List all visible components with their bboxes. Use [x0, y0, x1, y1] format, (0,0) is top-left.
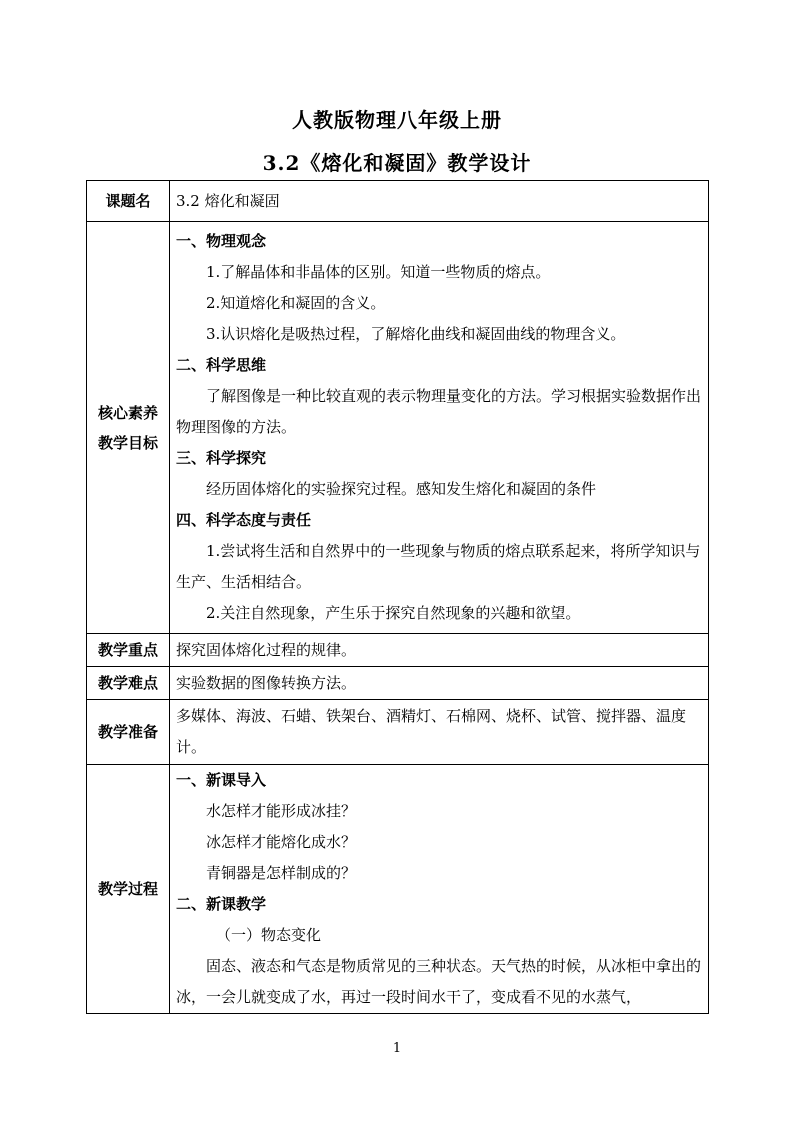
key-points-value: 探究固体熔化过程的规律。	[170, 634, 709, 667]
goals-label-line1: 核心素养	[97, 403, 158, 422]
topic-value: 3.2 熔化和凝固	[170, 181, 709, 222]
key-points-label: 教学重点	[87, 634, 170, 667]
table-row-topic	[87, 181, 709, 222]
table-row-preparation	[87, 700, 709, 765]
document-subtitle: 3.2《熔化和凝固》教学设计	[262, 151, 532, 175]
goals-heading-4: 四、科学态度与责任	[176, 511, 312, 529]
lesson-plan-table	[86, 180, 709, 1014]
process-content	[170, 765, 709, 1014]
process-label: 教学过程	[87, 765, 170, 1014]
process-question: 青铜器是怎样制成的？	[206, 864, 357, 882]
process-heading-1: 一、新课导入	[176, 771, 267, 789]
process-question: 水怎样才能形成冰挂？	[206, 802, 357, 820]
goals-item: 3.认识熔化是吸热过程，了解熔化曲线和凝固曲线的物理含义。	[206, 325, 626, 343]
process-paragraph: 固态、液态和气态是物质常见的三种状态。天气热的时候，从冰柜中拿出的冰，一会儿就变成了水，再过一段时间水干了，变成看不见的水蒸气，	[176, 957, 702, 1006]
goals-item: 2.知道熔化和凝固的含义。	[206, 294, 386, 312]
preparation-label: 教学准备	[87, 700, 170, 765]
table-row-goals	[87, 222, 709, 634]
table-row-difficulty	[87, 667, 709, 700]
goals-heading-1: 一、物理观念	[176, 232, 267, 250]
topic-label: 课题名	[87, 181, 170, 222]
process-question: 冰怎样才能熔化成水？	[206, 833, 357, 851]
goals-content	[170, 222, 709, 634]
goals-item: 2.关注自然现象，产生乐于探究自然现象的兴趣和欲望。	[206, 604, 581, 622]
difficulty-value: 实验数据的图像转换方法。	[170, 667, 709, 700]
goals-item: 1.尝试将生活和自然界中的一些现象与物质的熔点联系起来，将所学知识与生产、生活相结合。	[176, 542, 701, 591]
table-row-process	[87, 765, 709, 1014]
goals-paragraph: 经历固体熔化的实验探究过程。感知发生熔化和凝固的条件	[206, 480, 597, 498]
goals-label-line2: 教学目标	[97, 433, 158, 452]
page-number: 1	[392, 1041, 402, 1056]
table-row-key-points	[87, 634, 709, 667]
goals-heading-3: 三、科学探究	[176, 449, 267, 467]
process-heading-2: 二、新课教学	[176, 895, 267, 913]
process-subheading: （一）物态变化	[216, 926, 322, 944]
goals-paragraph: 了解图像是一种比较直观的表示物理量变化的方法。学习根据实验数据作出物理图像的方法。	[176, 387, 702, 436]
goals-label	[87, 222, 170, 634]
difficulty-label: 教学难点	[87, 667, 170, 700]
goals-item: 1.了解晶体和非晶体的区别。知道一些物质的熔点。	[206, 263, 551, 281]
goals-heading-2: 二、科学思维	[176, 356, 267, 374]
document-title: 人教版物理八年级上册	[292, 108, 502, 132]
preparation-value: 多媒体、海波、石蜡、铁架台、酒精灯、石棉网、烧杯、试管、搅拌器、温度计。	[170, 700, 709, 765]
